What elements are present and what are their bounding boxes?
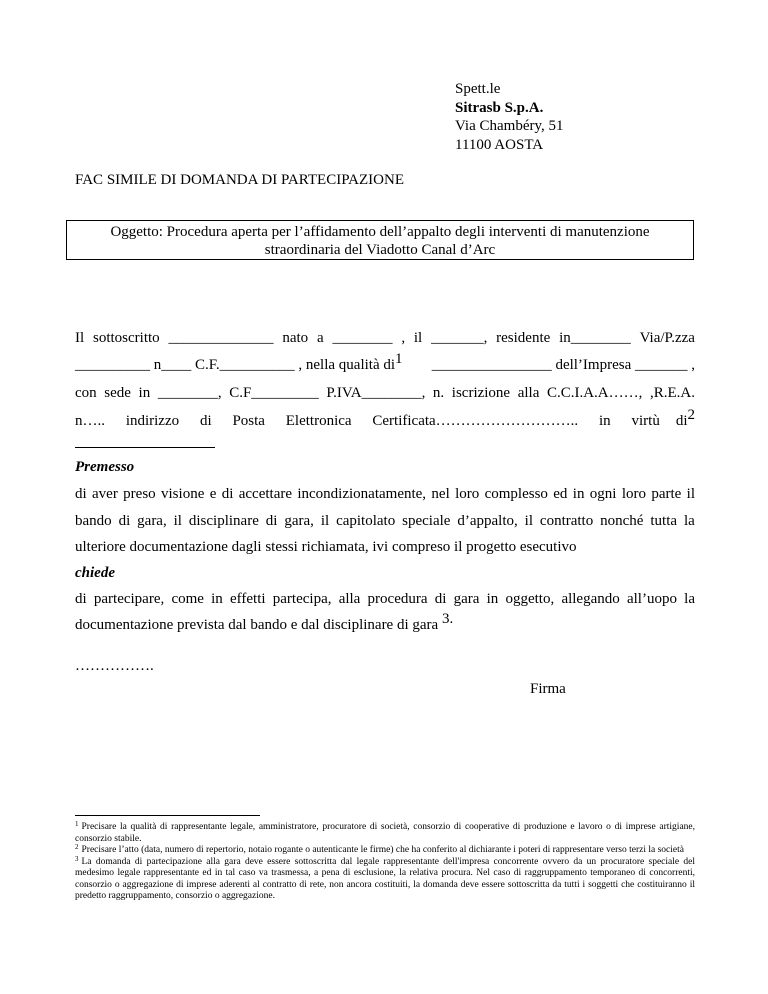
word: con [75, 385, 97, 401]
word: accettare [238, 486, 293, 502]
word: il [686, 486, 695, 502]
footnote-3 [75, 854, 695, 903]
word: Certificata……………………….. [372, 413, 579, 429]
premesso-line-3: ulteriore documentazione dagli stessi richiamata, ivi compreso il progetto esecutivo [75, 539, 577, 555]
form-line-2-start: __________ n____ C.F.__________ , nella qualità di [75, 357, 396, 373]
form-line-2 [75, 351, 695, 374]
premesso-line-1 [75, 486, 695, 503]
chiede-heading: chiede [75, 565, 115, 581]
word: ______________ [168, 330, 274, 346]
word: C.C.I.A.A……, [546, 385, 643, 401]
subject-box [66, 220, 694, 260]
footnote-separator [75, 815, 260, 816]
word: incondizionatamente, [297, 486, 427, 502]
subject-line-1: Oggetto: Procedura aperta per l’affidamento dell’appalto degli interventi di manutenzione [110, 224, 650, 240]
footnote-1 [75, 822, 695, 845]
signature-label: Firma [530, 681, 566, 697]
word: Elettronica [285, 413, 352, 429]
word: di [434, 591, 447, 607]
footnote-1-text: Precisare la qualità di rappresentante legale, amministratore, procuratore di società, consorzio di cooperative di produzione e lavoro o di imprese artigiane, consorzio stabile. [75, 822, 695, 844]
word: ed [553, 486, 568, 502]
footnote-3-text: La domanda di partecipazione alla gara deve essere sottoscritta dal legale rappresentante dell'impresa concorrente ovvero da un procuratore speciale del medesimo legale rappresentante ed in tal caso va trasmessa, a pena di esclusione, la relativa procura. Nel caso di raggruppamento temporaneo di concorrenti, consorzio o aggregazione di imprese aderenti al contratto di rete, non ancora costituiti, la domanda deve essere sottoscritta da tutti i soggetti che costituiranno il predetto raggruppamento, consorzio o aggregazione. [75, 856, 695, 901]
word: a [316, 330, 324, 346]
word: all’uopo [626, 591, 677, 607]
word: partecipare, [93, 591, 165, 607]
word: Il [75, 330, 85, 346]
word: gara [453, 591, 480, 607]
footnote-ref-1[interactable]: 1 [395, 351, 403, 367]
word: il [524, 513, 533, 529]
recipient-address [455, 80, 564, 154]
word: di [75, 591, 87, 607]
word: allegando [561, 591, 620, 607]
word: C.F_________ [229, 385, 319, 401]
recipient-city: 11100 AOSTA [455, 136, 544, 153]
word: ogni [589, 486, 617, 502]
footnote-2 [75, 845, 695, 857]
footnote-1-number: 1 [75, 820, 79, 828]
word: il [413, 330, 423, 346]
word: partecipa, [272, 591, 332, 607]
word: n. [432, 385, 445, 401]
word: nato [282, 330, 309, 346]
word: e [209, 486, 217, 502]
word: in [211, 591, 223, 607]
word: il [173, 513, 182, 529]
premesso-heading: Premesso [75, 459, 135, 475]
word: capitolato [336, 513, 396, 529]
word: di [199, 413, 212, 429]
blank-line [75, 447, 215, 448]
word: virtù [631, 413, 660, 429]
word: il [320, 513, 330, 529]
word: parte [651, 486, 682, 502]
word: disciplinare [188, 513, 259, 529]
word: bando [75, 513, 112, 529]
word: preso [123, 486, 156, 502]
word: in [138, 385, 151, 401]
form-line-4-words [75, 413, 660, 430]
word: _______, [431, 330, 488, 346]
chiede-line-1 [75, 591, 695, 608]
chiede-line-2 [75, 611, 695, 634]
word: in________ [559, 330, 631, 346]
word: iscrizione [451, 385, 511, 401]
word: Via/P.zza [639, 330, 695, 346]
word: di [75, 486, 87, 502]
word: oggetto, [505, 591, 555, 607]
footnote-ref-2[interactable]: 2 [687, 407, 695, 423]
recipient-salutation: Spett.le [455, 81, 501, 97]
word: in [572, 486, 585, 502]
word: loro [455, 486, 480, 502]
word: n….. [75, 413, 105, 429]
word: procedura [367, 591, 428, 607]
subject-line-2: straordinaria del Viadotto Canal d’Arc [264, 242, 496, 258]
word: sottoscritto [93, 330, 160, 346]
form-line-4 [75, 407, 695, 430]
word: tutta [650, 513, 678, 529]
word: la [684, 591, 695, 607]
recipient-company: Sitrasb S.p.A. [455, 99, 544, 116]
footnotes [75, 822, 695, 903]
footnote-2-text: Precisare l’atto (data, numero di repertorio, notaio rogante o autenticante le firme) che ha conferito al dichiarante i poteri di rappresentare verso terzi la società [81, 845, 684, 855]
word: loro [621, 486, 646, 502]
word: alla [338, 591, 361, 607]
word: come [171, 591, 204, 607]
word: gara, [284, 513, 314, 529]
form-line-3 [75, 385, 695, 402]
word: residente [496, 330, 551, 346]
form-line-2-end: ________________ dell’Impresa _______ , [431, 357, 695, 373]
word: ,R.E.A. [650, 385, 695, 401]
chiede-line-2-text: documentazione prevista dal bando e dal disciplinare di gara [75, 617, 439, 633]
word: visione [161, 486, 205, 502]
word: contratto [539, 513, 594, 529]
footnote-2-number: 2 [75, 843, 79, 851]
word: ________, [157, 385, 222, 401]
word: la [683, 513, 695, 529]
word: di [265, 513, 278, 529]
word: complesso [484, 486, 548, 502]
word: nonché [600, 513, 644, 529]
word: aver [92, 486, 118, 502]
word: P.IVA________, [326, 385, 426, 401]
word: alla [517, 385, 540, 401]
form-line-4-last: di [675, 413, 688, 429]
word: d’appalto, [457, 513, 518, 529]
form-line-1 [75, 330, 695, 347]
word: gara, [137, 513, 167, 529]
word: ________ [332, 330, 393, 346]
word: effetti [230, 591, 266, 607]
document-title: FAC SIMILE DI DOMANDA DI PARTECIPAZIONE [75, 172, 404, 188]
word: speciale [402, 513, 451, 529]
word: Posta [232, 413, 265, 429]
footnote-ref-3[interactable]: 3. [441, 611, 454, 627]
word: di [221, 486, 234, 502]
word: , [401, 330, 406, 346]
word: di [118, 513, 131, 529]
footnote-3-number: 3 [75, 854, 79, 863]
word: nel [431, 486, 450, 502]
word: in [486, 591, 499, 607]
word: sede [104, 385, 131, 401]
word: indirizzo [125, 413, 180, 429]
word: in [599, 413, 611, 429]
date-placeholder: ……………. [75, 658, 154, 674]
premesso-line-2 [75, 513, 695, 530]
recipient-street: Via Chambéry, 51 [455, 118, 564, 134]
